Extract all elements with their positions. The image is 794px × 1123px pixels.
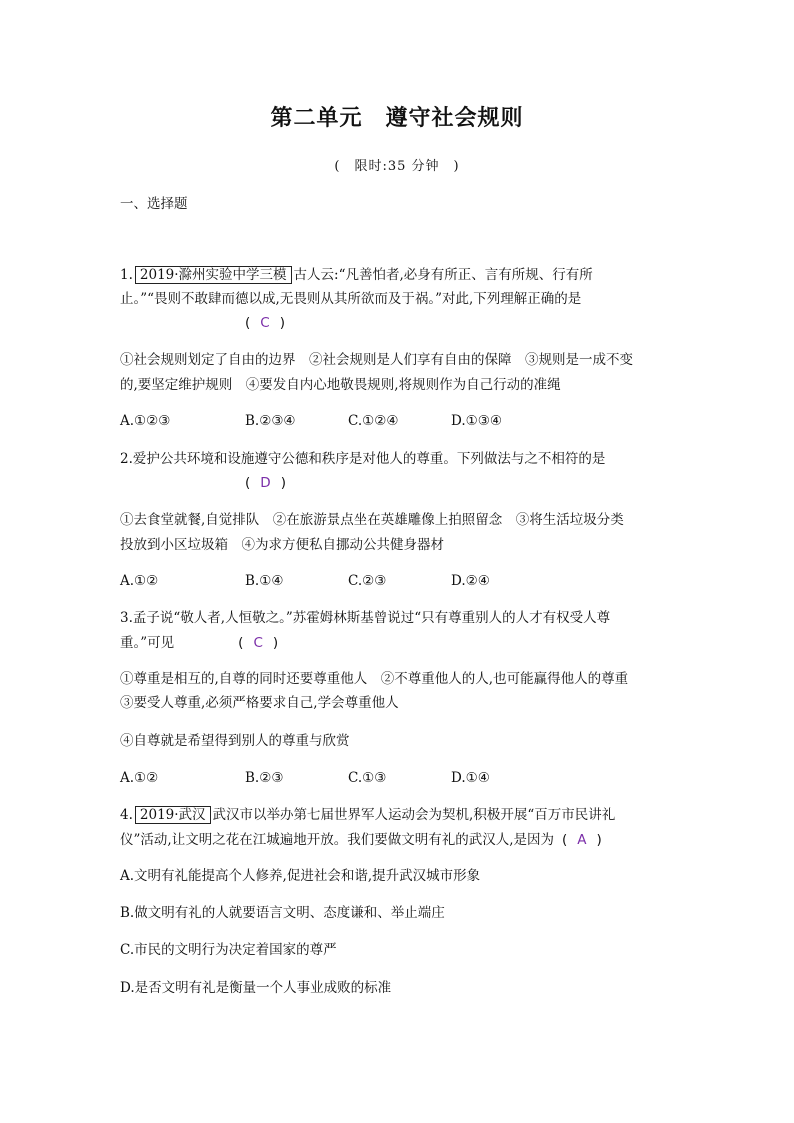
q4-option-d: D.是否文明有礼是衡量一个人事业成败的标准 [120,980,392,996]
q2-statement-line2: 投放到小区垃圾箱 ④为求方便私自挪动公共健身器材 [120,537,444,553]
q1-answer-slot: ( C ) [245,315,285,331]
q2-option-a: A.①② [120,573,159,589]
q1-option-b: B.②③④ [245,413,296,429]
q3-statement-line1: ①尊重是相互的,自尊的同时还要尊重他人 ②不尊重他人的人,也可能赢得他人的尊重 [120,671,629,687]
q3-answer: C [253,635,263,651]
q3-stem-line1: 3.孟子说“敬人者,人恒敬之。”苏霍姆林斯基曾说过“只有尊重别人的人才有权受人尊 [120,610,611,626]
q2-options [120,571,680,591]
q4-stem-line2: 仪”活动,让文明之花在江城遍地开放。我们要做文明有礼的武汉人,是因为 [120,832,554,848]
q4-line1 [120,805,615,825]
q2-answer-slot: ( D ) [245,475,286,491]
q1-statement-line2: 的,要坚定维护规则 ④要发自内心地敬畏规则,将规则作为自己行动的准绳 [120,377,561,393]
q4-option-c: C.市民的文明行为决定着国家的尊严 [120,942,337,958]
q3-statement-line2: ③要受人尊重,必须严格要求自己,学会尊重他人 [120,695,399,711]
q1-source-box: 2019·滁州实验中学三模 [135,266,292,284]
q1-stem-line2: 止。”“畏则不敢肆而德以成,无畏则从其所欲而及于祸。”对此,下列理解正确的是 [120,291,582,307]
q1-option-d: D.①③④ [451,413,502,429]
time-limit: ( 限时:35 分钟 ) [334,159,460,174]
q2-option-b: B.①④ [245,573,284,589]
q4-source-box: 2019·武汉 [135,806,211,824]
q3-stem-line2-row: 重。”可见 ( C ) [120,635,279,651]
q2-stem-line1: 2.爱护公共环境和设施遵守公德和秩序是对他人的尊重。下列做法与之不相符的是 [120,451,606,467]
q2-option-c: C.②③ [348,573,387,589]
q3-statement-line3: ④自尊就是希望得到别人的尊重与欣赏 [120,733,350,749]
q1-stem-line1: 古人云:“凡善怕者,必身有所正、言有所规、行有所 [293,267,593,283]
q3-options [120,768,680,788]
q4-option-b: B.做文明有礼的人就要语言文明、态度谦和、举止端庄 [120,905,445,921]
q4-answer: A [577,832,587,848]
q3-option-d: D.①④ [451,770,490,786]
q1-answer: C [260,315,270,331]
q3-option-b: B.②③ [245,770,284,786]
q1-line1 [120,265,593,285]
q2-option-d: D.②④ [451,573,490,589]
page-title: 第二单元 遵守社会规则 [270,106,524,131]
q1-option-c: C.①②④ [348,413,399,429]
q4-number: 4. [120,807,133,823]
q1-options [120,411,680,431]
q1-number: 1. [120,267,133,283]
q4-stem-line1: 武汉市以举办第七届世界军人运动会为契机,积极开展“百万市民讲礼 [212,807,616,823]
q1-option-a: A.①②③ [120,413,171,429]
q4-line2: 仪”活动,让文明之花在江城遍地开放。我们要做文明有礼的武汉人,是因为 ( A ) [120,832,602,848]
q3-option-c: C.①③ [348,770,387,786]
q4-option-a: A.文明有礼能提高个人修养,促进社会和谐,提升武汉城市形象 [120,868,481,884]
section-heading: 一、选择题 [120,196,188,212]
q3-option-a: A.①② [120,770,159,786]
q2-statement-line1: ①去食堂就餐,自觉排队 ②在旅游景点坐在英雄雕像上拍照留念 ③将生活垃圾分类 [120,512,624,528]
q2-answer: D [260,475,271,491]
q3-stem-line2: 重。”可见 [120,635,175,651]
q1-statement-line1: ①社会规则划定了自由的边界 ②社会规则是人们享有自由的保障 ③规则是一成不变 [120,352,633,368]
